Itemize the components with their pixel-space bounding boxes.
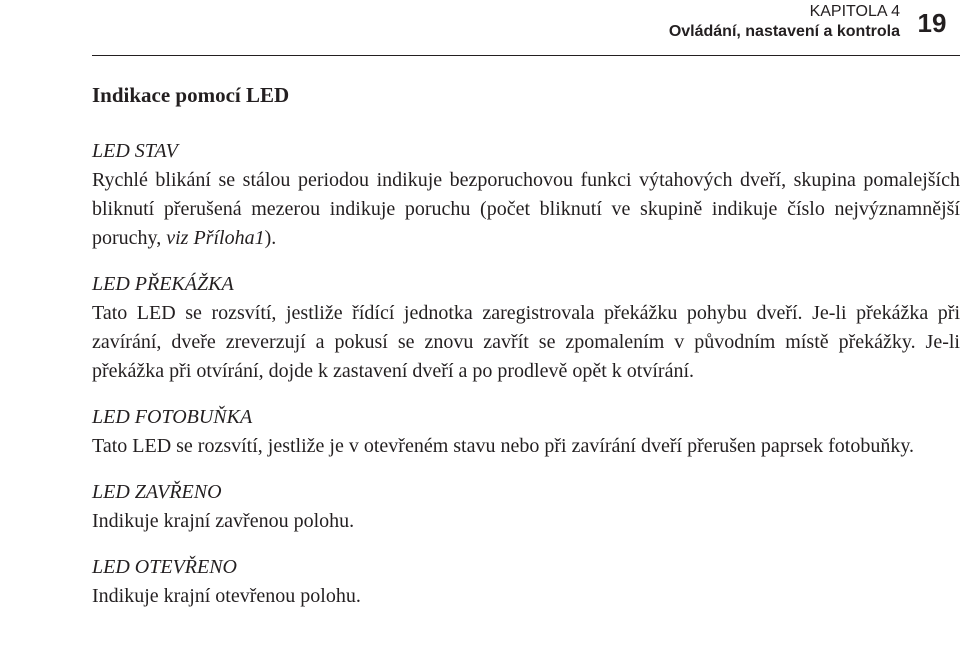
chapter-title: Ovládání, nastavení a kontrola: [668, 23, 900, 40]
led-fotobunka-title: LED FOTOBUŇKA: [92, 406, 253, 428]
page-header: [0, 0, 960, 58]
appendix-reference: viz Příloha1: [166, 227, 265, 249]
led-otevreno-section: [92, 553, 960, 611]
led-zavreno-section: [92, 478, 960, 536]
led-fotobunka-description: Tato LED se rozsvítí, jestliže je v otevřeném stavu nebo při zavírání dveří přerušen paprsek fotobuňky.: [92, 435, 915, 457]
led-zavreno-description: Indikuje krajní zavřenou polohu.: [92, 510, 355, 532]
led-prekazka-description: Tato LED se rozsvítí, jestliže řídící jednotka zaregistrovala překážku pohybu dveří. Je-li překážka při zavírání, dveře zreverzují a pokusí se znovu zavřít se zpomalením v původním místě překážky. Je-li překážka při otvírání, dojde k zastavení dveří a po prodlevě opět k otvírání.: [92, 302, 960, 382]
page-number: 19: [917, 8, 947, 38]
chapter-info: [669, 2, 900, 43]
led-stav-text-end: ).: [264, 227, 277, 249]
led-prekazka-section: [92, 270, 960, 386]
led-stav-title: LED STAV: [92, 140, 178, 162]
page-content: [92, 80, 960, 611]
led-fotobunka-section: [92, 403, 960, 461]
led-stav-section: [92, 137, 960, 253]
led-zavreno-title: LED ZAVŘENO: [92, 481, 222, 503]
led-stav-text: Rychlé blikání se stálou periodou indikuje bezporuchovou funkci výtahových dveří, skupina pomalejších bliknutí přerušená mezerou indikuje poruchu (počet bliknutí ve skupině indikuje číslo nejvýznamnější poruchy,: [92, 169, 960, 249]
led-prekazka-title: LED PŘEKÁŽKA: [92, 273, 234, 295]
chapter-label: KAPITOLA 4: [809, 3, 900, 20]
header-divider: [92, 55, 960, 56]
led-otevreno-description: Indikuje krajní otevřenou polohu.: [92, 585, 361, 607]
led-stav-description: [92, 166, 960, 253]
led-otevreno-title: LED OTEVŘENO: [92, 556, 237, 578]
section-heading: Indikace pomocí LED: [92, 83, 290, 107]
